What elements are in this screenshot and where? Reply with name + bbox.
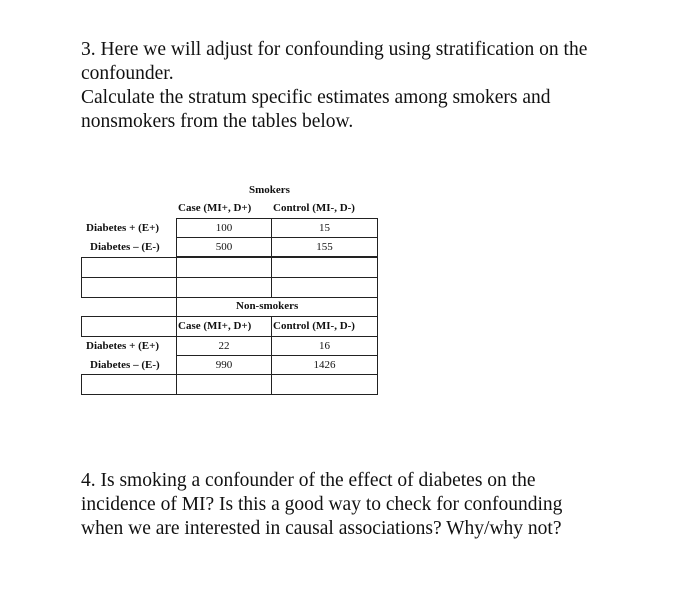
blank-cell [271,374,378,395]
question-4-line-2: incidence of MI? Is this a good way to check for confounding [81,494,563,515]
question-3-line-4: nonsmokers from the tables below. [81,111,354,132]
question-3 [81,38,641,134]
smokers-row1-label: Diabetes + (E+) [86,222,160,234]
question-4-line-3: when we are interested in causal associations? Why/why not? [81,518,562,539]
blank-cell [81,257,177,278]
smokers-r2-control: 155 [316,241,333,253]
question-4-line-1: 4. Is smoking a confounder of the effect of diabetes on the [81,470,536,491]
nonsmokers-r1-case: 22 [218,340,230,352]
nonsmokers-col-case: Case (MI+, D+) [178,320,252,332]
blank-cell [81,374,177,395]
blank-cell [271,277,378,298]
nonsmokers-r2-control: 1426 [313,359,336,371]
smokers-r1-control: 15 [319,222,330,234]
blank-cell [81,316,177,337]
nonsmokers-r2-case: 990 [215,359,233,371]
smokers-col-control: Control (MI-, D-) [273,202,355,214]
smokers-col-case: Case (MI+, D+) [178,202,252,214]
nonsmokers-row1-label: Diabetes + (E+) [86,340,160,352]
smokers-title: Smokers [249,184,290,196]
smokers-r1-case: 100 [215,222,233,234]
question-3-line-1: 3. Here we will adjust for confounding using stratification on the [81,39,588,60]
nonsmokers-title: Non-smokers [236,300,299,312]
question-3-line-2: confounder. [81,63,174,84]
question-3-line-3: Calculate the stratum specific estimates among smokers and [81,87,551,108]
blank-cell [176,277,272,298]
blank-cell [81,277,177,298]
smokers-row2-label: Diabetes – (E-) [90,241,160,253]
blank-cell [271,257,378,278]
nonsmokers-r1-control: 16 [319,340,330,352]
blank-cell [176,374,272,395]
blank-cell [176,257,272,278]
nonsmokers-col-control: Control (MI-, D-) [273,320,355,332]
nonsmokers-row2-label: Diabetes – (E-) [90,359,160,371]
question-4 [81,469,641,541]
smokers-r2-case: 500 [215,241,233,253]
